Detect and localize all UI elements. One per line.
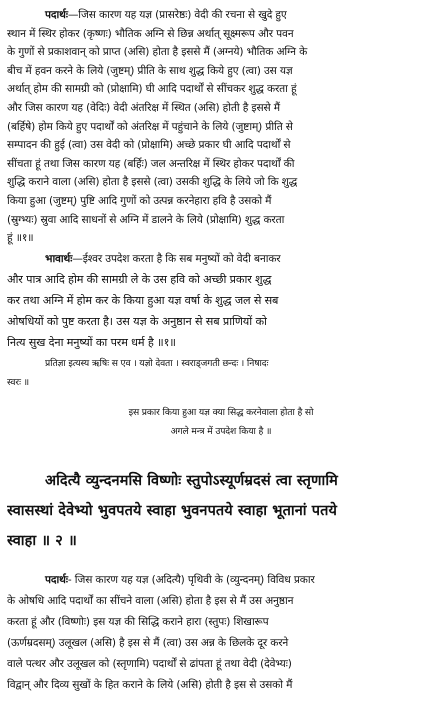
line-text: —जिस कारण यह यज्ञ (प्रासरेष्ठः) वेदी की रचना से खुदे हुए xyxy=(67,9,287,21)
mantra-intro xyxy=(7,404,435,441)
text-line: ओषधियों को पुष्ट करता है। उस यज्ञ के अनुष्ठान से सब प्राणियों को xyxy=(7,314,267,328)
text-line: करता हूं और (विष्णोः) इस यज्ञ की सिद्धि कराने हारा (स्तुपः) शिखारूप xyxy=(7,616,269,628)
mantra-text xyxy=(7,466,437,556)
text-line xyxy=(7,250,435,269)
section-label: पदार्थः xyxy=(45,9,68,21)
intro-line: अगले मन्त्र में उपदेश किया है ॥ xyxy=(170,425,272,437)
mantra-line: स्वासस्थां देवेभ्यो भुवपतये स्वाहा भुवनपतये स्वाहा भूतानां पतये xyxy=(7,503,337,519)
text-line xyxy=(7,570,435,591)
text-line: किया हुआ (जुष्टम्) पुष्टि आदि गुणों को उत्पन्न करनेहारा हवि है उसको मैं xyxy=(7,194,272,207)
intro-line: इस प्रकार किया हुआ यज्ञ क्या सिद्ध करनेवाला होता है सो xyxy=(128,407,314,418)
text-line: अर्थात् होम की सामग्री को (प्रोक्षामि) घी आदि पदार्थों से सींचकर शुद्ध करता हूं xyxy=(7,83,297,96)
text-line: सींचता हूं तथा जिस कारण यह (बर्हिः) जल अन्तरिक्ष में स्थिर होकर पदार्थों की xyxy=(7,157,295,170)
padarth-paragraph-2 xyxy=(7,570,435,696)
text-line: (स्रुग्भ्यः) स्रुवा आदि साधनों से अग्नि में डालने के लिये (प्रोक्षामि) शुद्ध करता xyxy=(7,213,285,226)
text-line: हूं ॥१॥ xyxy=(7,232,34,245)
section-label: भावार्थः xyxy=(45,253,73,265)
text-line: कर तथा अग्नि में होम कर के किया हुआ यज्ञ वर्षा के शुद्ध जल से सब xyxy=(7,293,279,307)
text-line: सम्पादन की हुई (त्वा) उस वेदी को (प्रोक्षामि) अच्छे प्रकार घी आदि पदार्थों से xyxy=(7,139,291,152)
text-line: और पात्र आदि होम की सामग्री ले के उस हवि को अच्छी प्रकार शुद्ध xyxy=(7,272,272,286)
padarth-paragraph-1 xyxy=(7,6,435,248)
text-line: के ओषधि आदि पदार्थों का सींचने वाला (असि) होता है इस से मैं उस अनुष्ठान xyxy=(7,595,294,607)
line-text: —ईश्वर उपदेश करता है कि सब मनुष्यों को वेदी बनाकर xyxy=(72,253,281,265)
text-line: शुद्धि कराने वाला (असि) होता है इससे (त्वा) उसकी शुद्धि के लिये जो कि शुद्ध xyxy=(7,176,298,189)
rishi-devata-line: प्रतिज्ञा इत्यस्य ऋषिः स एव । यज्ञो देवता । स्वराड्जगती छन्दः । निषादः xyxy=(45,358,269,369)
text-line: विद्वान् और दिव्य सुखों के हित कराने के लिये (असि) होती है इस से उसको मैं xyxy=(7,679,293,691)
mantra-line: अदित्यै व्युन्दनमसि विष्णोः स्तुपोऽस्यूर्णम्रदसं त्वा स्तृणामि xyxy=(45,473,338,489)
mantra-meta xyxy=(7,355,435,392)
text-line: स्थान में स्थिर होकर (कृष्णः) भौतिक अग्नि से छिन्न अर्थात् सूक्ष्मरूप और पवन xyxy=(7,27,294,40)
text-line: (ऊर्णम्रदसम्) उलूखल (असि) है इस से मैं (त्वा) उस अन्न के छिलके दूर करने xyxy=(7,637,289,649)
text-line xyxy=(7,6,435,25)
text-line: (बर्हिषे) होम किये हुए पदार्थों को अंतरिक्ष में पहुंचाने के लिये (जुष्टाम्) प्रीति से xyxy=(7,120,293,133)
svara-line: स्वरः ॥ xyxy=(7,376,29,388)
section-label: पदार्थः xyxy=(45,574,68,586)
text-line: नित्य सुख देना मनुष्यों का परम धर्म है ॥१॥ xyxy=(7,335,176,349)
bhavarth-paragraph xyxy=(7,250,435,353)
line-text: - जिस कारण यह यज्ञ (अदित्यै) पृथिवी के (व्युन्दनम्) विविध प्रकार xyxy=(67,574,315,586)
text-line: वाले पत्थर और उलूखल को (स्तृणामि) पदार्थों से ढांपता हूं तथा वेदी (देवेभ्यः) xyxy=(7,658,292,670)
mantra-line: स्वाहा ॥ २ ॥ xyxy=(7,533,77,549)
text-line: के गुणों से प्रकाशवान् को प्राप्त (असि) होता है इससे मैं (अग्नये) भौतिक अग्नि के xyxy=(7,46,308,59)
text-line: बीच में हवन करने के लिये (जुष्टम्) प्रीति के साथ शुद्ध किये हुए (त्वा) उस यज्ञ xyxy=(7,64,293,77)
text-line: और जिस कारण यह (वेदिः) वेदी अंतरिक्ष में स्थित (असि) होती है इससे मैं xyxy=(7,101,280,114)
